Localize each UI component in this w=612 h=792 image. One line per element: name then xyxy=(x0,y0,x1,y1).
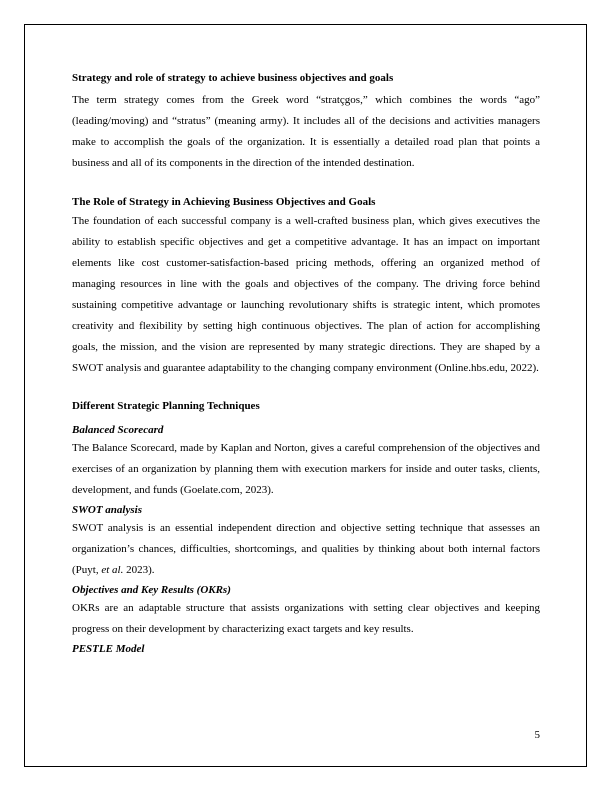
paragraph-role-of-strategy: The foundation of each successful company is a well-crafted business plan, which gives executives the ability to establish specific objectives and get a competitive advantage. It has an impact on important elements like cost customer-satisfaction-based pricing methods, offering an organized method of managing resources in line with the goals and objectives of the company. The driving force behind sustaining competitive advantage or launching revolutionary shifts is strategic intent, which promotes creativity and flexibility by setting high continuous objectives. The plan of action for accomplishing goals, the mission, and the vision are represented by many strategic directions. They are shaped by a SWOT analysis and guarantee adaptability to the changing company environment (Online.hbs.edu, 2022). xyxy=(72,215,540,374)
page-number: 5 xyxy=(534,729,540,741)
subheading-swot: SWOT analysis xyxy=(72,504,142,516)
paragraph-swot xyxy=(72,518,540,581)
paragraph-balanced-scorecard: The Balance Scorecard, made by Kaplan and Norton, gives a careful comprehension of the objectives and exercises of an organization by planning them with execution markers for inside and outer tasks, clients, development, and funds (Goelate.com, 2023). xyxy=(72,442,540,496)
paragraph-okrs: OKRs are an adaptable structure that assists organizations with setting clear objectives and keeping progress on their development by characterizing exact targets and key results. xyxy=(72,602,540,635)
swot-text-et-al: et al. xyxy=(101,564,124,576)
section-heading-role-of-strategy: The Role of Strategy in Achieving Business Objectives and Goals xyxy=(72,196,376,208)
swot-text-year: 2023). xyxy=(123,564,155,576)
subheading-pestle: PESTLE Model xyxy=(72,643,145,655)
subheading-balanced-scorecard: Balanced Scorecard xyxy=(72,424,164,436)
section-heading-planning-techniques: Different Strategic Planning Techniques xyxy=(72,400,260,412)
section-heading-strategy: Strategy and role of strategy to achieve business objectives and goals xyxy=(72,72,394,84)
paragraph-strategy-definition: The term strategy comes from the Greek word “stratçgos,” which combines the words “ago” (leading/moving) and “stratus” (meaning army). It includes all of the decisions and activities managers make to accomplish the goals of the organization. It is essentially a detailed road plan that points a business and all of its components in the direction of the intended destination. xyxy=(72,94,540,169)
swot-text-main: SWOT analysis is an essential independent direction and objective setting technique that assesses an organization’s chances, difficulties, shortcomings, and qualities by thinking about both internal factors (Puyt, xyxy=(72,522,540,576)
document-body xyxy=(72,71,540,656)
subheading-okrs: Objectives and Key Results (OKRs) xyxy=(72,584,231,596)
